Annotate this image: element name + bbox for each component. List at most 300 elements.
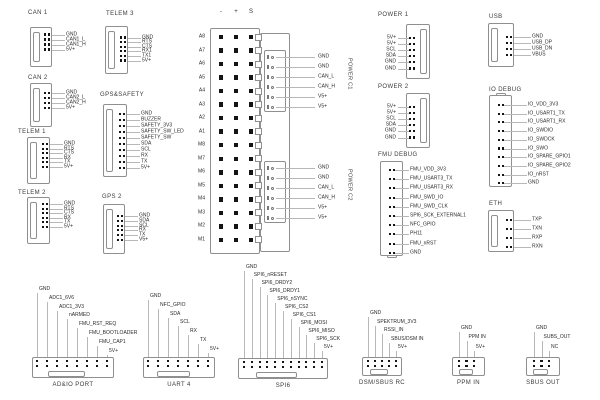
- usb-pin: [506, 48, 508, 50]
- sbus_out-title: SBUS OUT: [526, 380, 560, 386]
- telem2-pin: [46, 221, 48, 223]
- uart4-pin: [167, 360, 169, 362]
- adio-pin: [86, 360, 88, 362]
- power1-pin: [409, 61, 411, 63]
- center-pad: [219, 102, 224, 107]
- can2-pin-label-2: CAN2_H: [66, 99, 86, 106]
- spi6-pin-label-2: SPI6_DRDY2: [261, 280, 293, 286]
- spi6-pin-label-0: GND: [246, 264, 258, 270]
- center-row-label-7: A1: [198, 128, 205, 135]
- gps2-pin: [121, 215, 123, 217]
- center-pad: [249, 170, 254, 175]
- dsm_sbus_rc-pin: [381, 360, 383, 362]
- ppm_in-title: PPM IN: [456, 380, 481, 386]
- center-pad: [234, 224, 239, 229]
- spi6-pin-label-1: SPI6_nRESET: [253, 272, 287, 278]
- io_debug-pin: [498, 182, 500, 184]
- center-power_c1-pin: [267, 85, 269, 89]
- center-pad: [234, 157, 239, 162]
- center-power_c2-pin-contact: [271, 197, 274, 200]
- telem1-pin-label-5: 5V+: [64, 163, 74, 170]
- telem1-pin-wire: [50, 149, 63, 150]
- can1-pin-label-2: CAN1_H: [66, 41, 86, 47]
- gps_safety-pin: [123, 137, 125, 139]
- center-power_c2-wire: [276, 218, 315, 219]
- io_debug-pin-wire: [504, 114, 527, 115]
- spi6-pin: [259, 366, 261, 368]
- spi6-pin: [243, 361, 245, 363]
- fmu_debug-connector-body: [380, 161, 403, 256]
- center-power_c2-box: [264, 161, 286, 223]
- power2-pin: [413, 106, 415, 108]
- center-power_c2-pin: [267, 196, 269, 200]
- uart4-title: UART 4: [167, 382, 191, 388]
- center-power_c1-pin-label-3: CAN_H: [318, 83, 335, 90]
- telem2-pin-wire: [50, 204, 63, 205]
- sbus_out-latch: [533, 369, 548, 375]
- center-pad: [219, 75, 224, 80]
- center-power_c2-pin-label-0: GND: [318, 164, 330, 171]
- power2-socket-key: [420, 98, 427, 143]
- ppm_in-pin: [465, 365, 467, 367]
- center-io-pad: [255, 128, 262, 135]
- spi6-pin-wire: [283, 311, 284, 358]
- center-pad: [219, 238, 224, 243]
- center-power_c2-wire: [276, 168, 315, 169]
- gps_safety-pin-label-7: RX: [141, 152, 148, 159]
- io_debug-pin: [498, 156, 500, 158]
- dsm_sbus_rc-pin-wire: [396, 351, 397, 357]
- telem2-pin: [42, 221, 44, 223]
- fmu_debug-pin-label-1: FMU_USART3_TX: [410, 175, 453, 182]
- eth-pin-label-2: RXP: [532, 234, 543, 241]
- usb-title: USB: [489, 14, 503, 20]
- ppm_in-pin: [473, 365, 475, 367]
- sbus_out-pin: [533, 360, 535, 362]
- adio-pin-label-6: FMU_CAP1: [99, 338, 126, 345]
- center-column-header-2: S: [248, 9, 254, 15]
- spi6-pin: [305, 361, 307, 363]
- ppm_in-pin-wire: [459, 332, 460, 357]
- center-pad: [234, 102, 239, 107]
- center-io-pad: [255, 209, 262, 216]
- fmu_debug-pin-wire: [395, 216, 409, 217]
- power2-pin: [409, 118, 411, 120]
- eth-pin-label-1: TXN: [532, 225, 542, 232]
- gps2-socket-key: [106, 209, 113, 249]
- fmu_debug-pin-wire: [395, 207, 409, 208]
- fmu_debug-pin: [389, 224, 391, 226]
- spi6-pin: [298, 361, 300, 363]
- gps_safety-pin-wire: [127, 114, 140, 115]
- gps_safety-pin-wire: [127, 150, 140, 151]
- usb-pin-label-1: USB_DP: [532, 39, 553, 46]
- gps_safety-pin: [119, 149, 121, 151]
- fmu_debug-pin: [389, 169, 391, 171]
- telem2-pin-wire: [50, 213, 63, 214]
- center-pad: [249, 238, 254, 243]
- telem3-pin-label-5: 5V+: [142, 57, 152, 63]
- io_debug-pin-label-6: IO_SPARE_GPIO1: [528, 153, 571, 160]
- fmu_debug-pin-label-6: NFC_GPIO: [410, 221, 436, 228]
- can2-pin-wire: [52, 93, 65, 94]
- center-pad: [234, 238, 239, 243]
- gps2-pin: [117, 234, 119, 236]
- fmu_debug-pin-label-8: FMU_nRST: [410, 240, 437, 247]
- usb-pin: [506, 54, 508, 56]
- power2-pin-label-2: SCL: [386, 115, 396, 122]
- power1-pin: [413, 67, 415, 69]
- telem1-pin-wire: [50, 158, 63, 159]
- gps_safety-pin: [119, 131, 121, 133]
- fmu_debug-pin: [389, 233, 391, 235]
- center-pad: [219, 224, 224, 229]
- io_debug-pin: [498, 121, 500, 123]
- center-pad: [249, 89, 254, 94]
- gps2-pin-label-3: RX: [139, 226, 146, 233]
- ppm_in-pin-label-1: PPM IN: [468, 334, 486, 341]
- center-power_c2-pin-label-1: GND: [318, 174, 330, 181]
- center-power_c2-pin-label-4: V5+: [318, 204, 328, 211]
- gps_safety-pin: [119, 161, 121, 163]
- dsm_sbus_rc-title: DSM/SBUS RC: [358, 380, 406, 386]
- uart4-pin: [147, 360, 149, 362]
- center-power_c1-pin: [267, 75, 269, 79]
- fmu_debug-pin-label-3: FMU_SWD_IO: [410, 194, 444, 201]
- gps_safety-pin: [119, 119, 121, 121]
- can1-pin-wire: [52, 40, 65, 41]
- dsm_sbus_rc-pin: [381, 365, 383, 367]
- center-power_c2-pin-label-3: CAN_H: [318, 194, 335, 201]
- center-io-pad: [255, 223, 262, 230]
- uart4-pin-wire: [178, 326, 179, 357]
- gps_safety-pin: [123, 125, 125, 127]
- center-pad: [249, 197, 254, 202]
- center-row-label-15: M1: [198, 236, 205, 243]
- gps_safety-pin-label-3: SAFETY_SW_LED: [141, 128, 184, 135]
- spi6-pin-wire: [322, 351, 323, 358]
- adio-pin: [86, 365, 88, 367]
- power1-socket-key: [420, 29, 427, 74]
- can1-pin: [44, 33, 46, 35]
- center-pad: [249, 102, 254, 107]
- dsm_sbus_rc-pin: [374, 360, 376, 362]
- eth-pin: [506, 228, 508, 230]
- telem2-pin: [42, 203, 44, 205]
- sbus_out-pin-wire: [549, 351, 550, 357]
- gps_safety-pin-label-1: BUZZER: [141, 116, 161, 123]
- can2-pin-label-3: 5V+: [66, 104, 76, 111]
- dsm_sbus_rc-pin-label-4: 5V+: [398, 344, 408, 351]
- spi6-pin-wire: [299, 327, 300, 358]
- gps_safety-pin: [123, 167, 125, 169]
- io_debug-pin: [498, 165, 500, 167]
- telem3-pin: [120, 36, 122, 38]
- dsm_sbus_rc-latch: [370, 369, 388, 375]
- dsm_sbus_rc-pin: [388, 360, 390, 362]
- adio-pin-label-1: ADC1_6V6: [49, 294, 75, 301]
- telem1-pin: [42, 148, 44, 150]
- telem2-pin-wire: [50, 222, 63, 223]
- spi6-latch: [256, 372, 297, 378]
- telem3-pin: [120, 59, 122, 61]
- spi6-pin: [321, 366, 323, 368]
- telem1-pin: [46, 166, 48, 168]
- telem2-pin-label-5: 5V+: [64, 223, 74, 230]
- telem3-pin: [124, 55, 126, 57]
- center-power_c1-pin: [267, 55, 269, 59]
- ppm_in-pin: [458, 360, 460, 362]
- telem3-pin-wire: [128, 56, 141, 57]
- center-power_c2-wire: [276, 198, 315, 199]
- io_debug-connector-body: [489, 95, 512, 187]
- spi6-pin: [321, 361, 323, 363]
- center-io-pad: [255, 34, 262, 41]
- gps_safety-pin: [119, 125, 121, 127]
- can2-pin: [48, 97, 50, 99]
- gps_safety-pin-wire: [127, 126, 140, 127]
- io_debug-pin: [498, 104, 500, 106]
- center-row-label-2: A6: [198, 60, 205, 67]
- uart4-pin-wire: [158, 309, 159, 357]
- center-power_c1-pin: [267, 105, 269, 109]
- center-column-header-1: +: [234, 9, 238, 15]
- power1-pin: [413, 49, 415, 51]
- dsm_sbus_rc-pin-wire: [389, 343, 390, 357]
- adio-pin-wire: [107, 355, 108, 357]
- center-io-pad: [255, 101, 262, 108]
- center-power_c2-pin-contact: [271, 207, 274, 210]
- uart4-pin-wire: [208, 353, 209, 357]
- center-power_c2-label: POWER C2: [346, 169, 353, 201]
- power2-pin: [413, 124, 415, 126]
- can2-pin-label-0: GND: [66, 89, 78, 96]
- fmu_debug-pin-wire: [395, 234, 409, 235]
- center-power_c1-wire: [276, 97, 315, 98]
- can2-pin-wire: [52, 103, 65, 104]
- usb-pin: [510, 36, 512, 38]
- center-power_c1-wire: [276, 87, 315, 88]
- io_debug-pin-label-7: IO_SPARE_GPIO2: [528, 162, 571, 169]
- gps_safety-pin-wire: [127, 144, 140, 145]
- gps_safety-pin-label-8: TX: [141, 158, 148, 165]
- center-pad: [234, 197, 239, 202]
- center-io-pad: [255, 142, 262, 149]
- eth-pin: [506, 219, 508, 221]
- gps2-pin-label-2: SCL: [139, 222, 149, 229]
- telem2-pin-wire: [50, 227, 63, 228]
- power2-pin: [413, 136, 415, 138]
- center-power_c1-pin-contact: [271, 96, 274, 99]
- adio-pin: [36, 365, 38, 367]
- center-pad: [219, 62, 224, 67]
- center-row-label-5: A3: [198, 101, 205, 108]
- center-io-pad: [255, 61, 262, 68]
- power2-pin-label-4: GND: [384, 127, 396, 134]
- gps2-pin-label-5: V5+: [139, 236, 149, 243]
- fmu_debug-pin-wire: [395, 244, 409, 245]
- telem3-pin: [120, 41, 122, 43]
- power1-pin-label-3: SDA: [385, 52, 396, 59]
- telem1-pin: [42, 161, 44, 163]
- telem1-pin: [46, 152, 48, 154]
- spi6-pin: [266, 361, 268, 363]
- fmu_debug-pin-wire: [395, 170, 409, 171]
- eth-pin-wire: [514, 238, 531, 239]
- gps_safety-pin: [123, 155, 125, 157]
- uart4-pin: [187, 365, 189, 367]
- usb-pin-wire: [514, 37, 531, 38]
- center-pad: [219, 157, 224, 162]
- io_debug-pin-wire: [504, 175, 527, 176]
- eth-pin-label-3: RXN: [532, 243, 543, 250]
- sbus_out-pin: [540, 365, 542, 367]
- telem1-pin-label-0: GND: [64, 140, 76, 147]
- sbus_out-pin: [533, 365, 535, 367]
- uart4-pin-label-3: SCL: [180, 319, 190, 326]
- center-pad: [249, 184, 254, 189]
- telem2-pin: [42, 208, 44, 210]
- telem1-pin-wire: [50, 144, 63, 145]
- can1-pin: [48, 48, 50, 50]
- power1-pin-label-1: 5V+: [386, 40, 396, 47]
- can2-pin: [48, 107, 50, 109]
- power1-pin: [409, 55, 411, 57]
- sbus_out-pin-label-0: GND: [536, 325, 548, 331]
- can1-pin: [44, 48, 46, 50]
- io_debug-pin: [498, 147, 500, 149]
- can2-pin: [48, 92, 50, 94]
- fmu_debug-pin: [389, 187, 391, 189]
- eth-pin: [510, 219, 512, 221]
- center-io-pad: [255, 88, 262, 95]
- gps_safety-pin-wire: [127, 162, 140, 163]
- spi6-pin-wire: [244, 271, 245, 358]
- can1-pin-wire: [52, 45, 65, 46]
- center-io-pad: [255, 115, 262, 122]
- spi6-pin-label-4: SPI6_nSYNC: [277, 296, 308, 302]
- adio-pin: [66, 365, 68, 367]
- center-pad: [219, 48, 224, 53]
- center-power_c2-pin-contact: [271, 177, 274, 180]
- uart4-pin-label-1: NFC_GPIO: [160, 301, 186, 308]
- power1-pin-wire: [398, 44, 409, 45]
- power1-pin: [413, 61, 415, 63]
- center-row-label-8: M8: [198, 141, 205, 148]
- adio-pin: [76, 360, 78, 362]
- eth-pin: [510, 237, 512, 239]
- telem3-pin: [124, 46, 126, 48]
- fmu_debug-pin-label-0: FMU_VDD_3V3: [410, 166, 446, 173]
- telem1-pin: [42, 143, 44, 145]
- io_debug-pin-label-9: GND: [528, 179, 540, 186]
- center-row-label-12: M4: [198, 195, 205, 202]
- eth-pin: [510, 228, 512, 230]
- fmu_debug-notch: [387, 255, 397, 258]
- telem2-pin-label-3: RX: [64, 214, 71, 221]
- gps2-pin-wire: [125, 240, 138, 241]
- telem1-pin-label-3: RX: [64, 154, 71, 161]
- center-pad: [234, 184, 239, 189]
- center-pad: [234, 89, 239, 94]
- io_debug-pin-label-2: IO_USART1_RX: [528, 118, 566, 125]
- telem1-pin: [46, 157, 48, 159]
- uart4-pin-wire: [148, 300, 149, 357]
- telem2-pin-label-1: RTS: [64, 205, 74, 212]
- spi6-pin: [313, 366, 315, 368]
- center-pad: [234, 116, 239, 121]
- center-pad: [219, 197, 224, 202]
- center-power_c1-pin: [267, 65, 269, 69]
- fmu_debug-pin-label-9: GND: [410, 249, 422, 256]
- power2-pin-wire: [398, 138, 409, 139]
- uart4-pin: [157, 360, 159, 362]
- power1-pin: [409, 43, 411, 45]
- center-io-pad: [255, 169, 262, 176]
- eth-pin-wire: [514, 220, 531, 221]
- dsm_sbus_rc-pin-label-3: SBUS/DSM IN: [391, 335, 424, 342]
- eth-pin: [506, 237, 508, 239]
- center-row-label-6: A2: [198, 114, 205, 121]
- adio-pin: [96, 365, 98, 367]
- gps_safety-pin-wire: [127, 168, 140, 169]
- telem3-pin: [124, 59, 126, 61]
- uart4-pin-label-0: GND: [150, 293, 162, 299]
- usb-socket-key: [491, 28, 498, 62]
- can2-pin: [44, 102, 46, 104]
- adio-pin: [56, 365, 58, 367]
- center-pad: [249, 143, 254, 148]
- io_debug-pin-wire: [504, 105, 527, 106]
- power1-pin-wire: [398, 38, 409, 39]
- center-pad: [249, 48, 254, 53]
- center-row-label-0: A8: [198, 33, 205, 40]
- uart4-pin-label-2: SDA: [170, 310, 181, 317]
- power1-pin-wire: [398, 69, 409, 70]
- ppm_in-pin-label-2: 5V+: [476, 343, 486, 350]
- power1-pin-label-4: GND: [384, 58, 396, 65]
- ppm_in-pin-label-0: GND: [461, 325, 473, 331]
- center-power_c2-pin: [267, 216, 269, 220]
- telem2-pin-label-2: CTS: [64, 209, 74, 216]
- power1-pin-wire: [398, 50, 409, 51]
- telem3-pin: [124, 41, 126, 43]
- gps2-pin-wire: [125, 226, 138, 227]
- usb-pin-label-2: USB_DN: [532, 45, 553, 52]
- telem2-pin: [46, 217, 48, 219]
- gps_safety-pin: [123, 119, 125, 121]
- fmu_debug-pin: [389, 206, 391, 208]
- io_debug-pin-wire: [504, 166, 527, 167]
- telem3-pin: [124, 36, 126, 38]
- telem1-title: TELEM 1: [18, 129, 46, 135]
- fmu_debug-pin-wire: [395, 253, 409, 254]
- dsm_sbus_rc-pin-label-1: SPEKTRUM_3V3: [377, 318, 417, 325]
- power2-pin-wire: [398, 131, 409, 132]
- power2-pin: [409, 124, 411, 126]
- adio-pin-label-0: GND: [39, 286, 51, 292]
- telem2-socket-key: [30, 202, 37, 239]
- usb-pin: [510, 48, 512, 50]
- spi6-pin-wire: [306, 335, 307, 358]
- spi6-pin-label-5: SPI6_CS2: [285, 304, 309, 310]
- can2-pin-label-1: CAN2_L: [66, 94, 85, 101]
- telem1-pin-wire: [50, 153, 63, 154]
- center-power_c2-pin: [267, 166, 269, 170]
- adio-pin-wire: [97, 346, 98, 357]
- telem3-socket-key: [108, 31, 115, 69]
- io_debug-pin-label-8: IO_nRST: [528, 171, 549, 178]
